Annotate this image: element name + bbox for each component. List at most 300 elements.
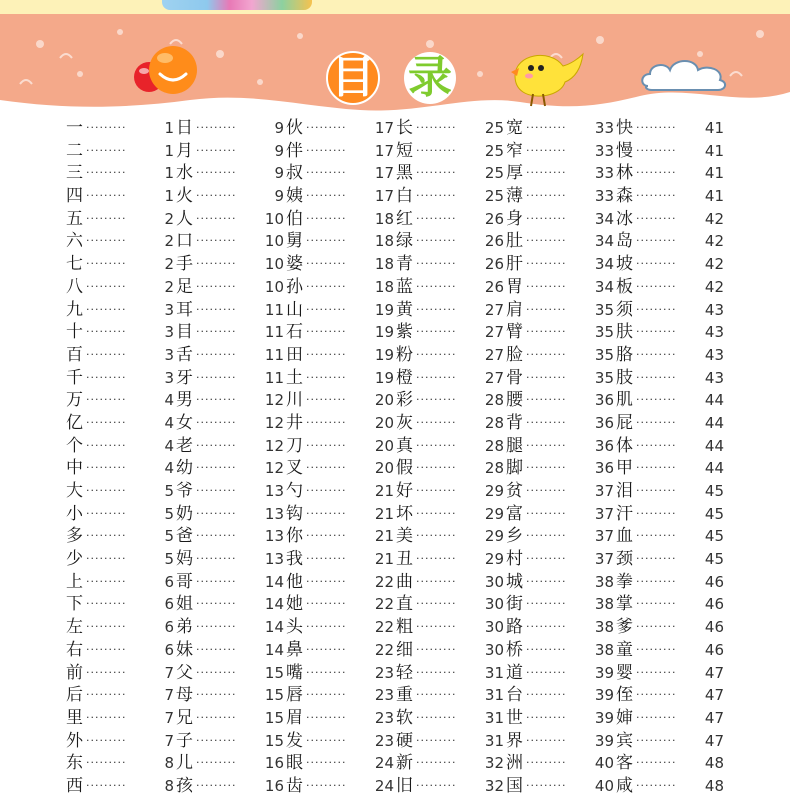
toc-entry[interactable] [616,230,724,253]
leader-dots: ········· [86,347,127,361]
leader-dots: ········· [306,506,347,520]
leader-dots: ········· [86,688,127,702]
entry-char: 口 [176,231,193,252]
toc-entry[interactable] [286,548,394,571]
toc-entry[interactable] [396,593,504,616]
toc-entry[interactable] [286,480,394,503]
toc-entry[interactable] [506,208,614,231]
toc-entry[interactable] [176,253,284,276]
leader-dots: ········· [416,733,457,747]
toc-entry[interactable] [286,162,394,185]
toc-entry[interactable] [66,367,174,390]
toc-entry[interactable] [176,525,284,548]
entry-char: 右 [66,639,83,660]
leader-dots: ········· [86,506,127,520]
entry-char: 叉 [286,458,303,479]
toc-entry[interactable] [176,457,284,480]
toc-entry[interactable] [176,775,284,798]
toc-entry[interactable] [506,412,614,435]
toc-entry[interactable] [396,230,504,253]
leader-dots: ········· [526,688,567,702]
entry-page-number: 42 [704,232,724,251]
entry-page-number: 10 [264,255,284,274]
entry-page-number: 15 [264,663,284,682]
toc-entry[interactable] [66,253,174,276]
toc-entry[interactable] [66,684,174,707]
entry-page-number: 17 [374,119,394,137]
toc-entry[interactable] [616,616,724,639]
entry-char: 须 [616,299,633,320]
toc-entry[interactable] [616,299,724,322]
leader-dots: ········· [636,189,677,203]
toc-entry[interactable] [506,367,614,390]
leader-dots: ········· [86,665,127,679]
leader-dots: ········· [86,484,127,497]
entry-char: 四 [66,186,83,207]
toc-entry[interactable] [66,503,174,526]
entry-page-number: 38 [594,640,614,659]
toc-entry[interactable] [616,321,724,344]
entry-char: 好 [396,481,413,501]
entry-page-number: 4 [164,391,174,410]
toc-entry[interactable] [176,389,284,412]
toc-entry[interactable] [396,253,504,276]
toc-entry[interactable] [286,208,394,231]
toc-entry[interactable] [396,299,504,322]
toc-entry[interactable] [506,730,614,753]
toc-entry[interactable] [506,117,614,140]
entry-char: 妈 [176,549,193,570]
toc-entry[interactable] [396,140,504,163]
entry-char: 弟 [176,617,193,638]
toc-entry[interactable] [616,162,724,185]
toc-entry[interactable] [176,752,284,775]
entry-page-number: 48 [704,776,724,795]
toc-entry[interactable] [176,684,284,707]
leader-dots: ········· [86,552,127,566]
toc-entry[interactable] [616,593,724,616]
leader-dots: ········· [636,234,677,248]
toc-entry[interactable] [616,140,724,163]
toc-entry[interactable] [616,367,724,390]
toc-entry[interactable] [286,684,394,707]
toc-entry[interactable] [506,457,614,480]
cloud-icon [638,54,730,94]
entry-char: 钩 [286,503,303,524]
toc-entry[interactable] [66,162,174,185]
toc-entry[interactable] [66,208,174,231]
toc-entry[interactable] [286,344,394,367]
entry-char: 火 [176,186,193,207]
toc-entry[interactable] [176,321,284,344]
leader-dots: ········· [636,733,677,747]
toc-entry[interactable] [616,457,724,480]
toc-entry[interactable] [506,616,614,639]
toc-entry[interactable] [506,525,614,548]
toc-column [286,117,394,798]
entry-char: 脚 [506,458,523,479]
entry-char: 姐 [176,594,193,615]
entry-char: 舅 [286,231,303,252]
toc-entry[interactable] [396,616,504,639]
entry-page-number: 27 [484,368,504,387]
toc-entry[interactable] [176,639,284,662]
toc-entry[interactable] [66,775,174,798]
leader-dots: ········· [526,415,567,429]
entry-page-number: 31 [484,663,504,682]
entry-page-number: 43 [704,323,724,342]
toc-entry[interactable] [506,571,614,594]
title-char-2: 录 [408,52,452,103]
toc-entry[interactable] [396,185,504,208]
toc-entry[interactable] [396,457,504,480]
toc-entry[interactable] [66,593,174,616]
toc-entry[interactable] [506,752,614,775]
toc-entry[interactable] [286,140,394,163]
leader-dots: ········· [196,574,237,588]
toc-entry[interactable] [286,503,394,526]
entry-page-number: 47 [704,686,724,705]
toc-entry[interactable] [176,571,284,594]
entry-page-number: 21 [374,482,394,500]
toc-entry[interactable] [396,503,504,526]
toc-entry[interactable] [616,344,724,367]
entry-page-number: 46 [704,618,724,637]
entry-char: 目 [176,322,193,343]
entry-char: 婴 [616,662,633,683]
leader-dots: ········· [526,438,567,452]
toc-entry[interactable] [176,299,284,322]
toc-entry[interactable] [616,503,724,526]
leader-dots: ········· [86,529,127,543]
entry-char: 姨 [286,186,303,207]
toc-entry[interactable] [176,593,284,616]
toc-entry[interactable] [286,367,394,390]
toc-entry[interactable] [286,276,394,299]
toc-entry[interactable] [66,571,174,594]
entry-char: 鼻 [286,639,303,660]
toc-entry[interactable] [286,230,394,253]
toc-entry[interactable] [506,684,614,707]
entry-page-number: 25 [484,187,504,206]
entry-page-number: 28 [484,413,504,432]
entry-char: 肢 [616,367,633,388]
leader-dots: ········· [196,234,237,248]
toc-entry[interactable] [396,730,504,753]
toc-entry[interactable] [286,616,394,639]
entry-page-number: 28 [484,436,504,455]
toc-entry[interactable] [66,412,174,435]
entry-char: 肚 [506,231,523,252]
toc-entry[interactable] [66,616,174,639]
entry-char: 界 [506,730,523,751]
entry-page-number: 7 [164,731,174,750]
leader-dots: ········· [86,302,127,316]
toc-entry[interactable] [616,208,724,231]
toc-entry[interactable] [286,185,394,208]
toc-entry[interactable] [176,230,284,253]
toc-entry[interactable] [616,730,724,753]
toc-entry[interactable] [506,140,614,163]
entry-char: 快 [616,118,633,138]
entry-page-number: 2 [164,277,174,296]
toc-entry[interactable] [176,140,284,163]
toc-entry[interactable] [66,140,174,163]
toc-entry[interactable] [506,639,614,662]
toc-entry[interactable] [616,662,724,685]
toc-entry[interactable] [286,571,394,594]
entry-page-number: 10 [264,232,284,251]
toc-entry[interactable] [66,435,174,458]
entry-char: 伙 [286,118,303,138]
toc-entry[interactable] [506,548,614,571]
leader-dots: ········· [526,574,567,588]
toc-entry[interactable] [506,503,614,526]
entry-page-number: 17 [374,141,394,160]
toc-entry[interactable] [286,321,394,344]
toc-entry[interactable] [396,321,504,344]
entry-page-number: 35 [594,345,614,364]
toc-entry[interactable] [616,185,724,208]
toc-entry[interactable] [396,548,504,571]
toc-entry[interactable] [176,662,284,685]
toc-entry[interactable] [176,117,284,140]
toc-entry[interactable] [506,299,614,322]
toc-entry[interactable] [66,707,174,730]
toc-entry[interactable] [66,480,174,503]
entry-char: 背 [506,412,523,433]
toc-entry[interactable] [396,752,504,775]
entry-page-number: 44 [704,459,724,478]
toc-entry[interactable] [396,117,504,140]
entry-char: 婆 [286,254,303,275]
leader-dots: ········· [86,438,127,452]
toc-entry[interactable] [616,548,724,571]
toc-entry[interactable] [286,117,394,140]
toc-entry[interactable] [66,389,174,412]
toc-entry[interactable] [286,707,394,730]
toc-entry[interactable] [286,775,394,798]
toc-entry[interactable] [616,525,724,548]
entry-page-number: 16 [264,754,284,773]
toc-entry[interactable] [616,639,724,662]
entry-char: 月 [176,140,193,161]
toc-entry[interactable] [396,435,504,458]
toc-entry[interactable] [66,230,174,253]
toc-entry[interactable] [286,752,394,775]
toc-entry[interactable] [176,276,284,299]
toc-entry[interactable] [176,548,284,571]
toc-entry[interactable] [616,435,724,458]
toc-entry[interactable] [176,185,284,208]
toc-entry[interactable] [396,662,504,685]
toc-entry[interactable] [66,752,174,775]
toc-entry[interactable] [616,276,724,299]
toc-entry[interactable] [286,253,394,276]
entry-char: 耳 [176,299,193,320]
leader-dots: ········· [416,302,457,316]
toc-entry[interactable] [66,662,174,685]
toc-entry[interactable] [286,639,394,662]
toc-entry[interactable] [66,185,174,208]
toc-entry[interactable] [506,185,614,208]
toc-entry[interactable] [616,480,724,503]
entry-char: 他 [286,571,303,592]
toc-entry[interactable] [616,775,724,798]
toc-entry[interactable] [396,412,504,435]
entry-page-number: 37 [594,527,614,546]
toc-entry[interactable] [286,662,394,685]
toc-entry[interactable] [286,525,394,548]
leader-dots: ········· [526,257,567,271]
toc-entry[interactable] [176,435,284,458]
toc-entry[interactable] [176,412,284,435]
toc-entry[interactable] [506,276,614,299]
entry-char: 坡 [616,254,633,275]
toc-entry[interactable] [66,344,174,367]
entry-page-number: 14 [264,618,284,637]
entry-page-number: 47 [704,731,724,750]
toc-entry[interactable] [66,457,174,480]
toc-entry[interactable] [176,208,284,231]
toc-entry[interactable] [176,344,284,367]
entry-page-number: 36 [594,459,614,478]
toc-entry[interactable] [616,253,724,276]
toc-entry[interactable] [506,480,614,503]
toc-entry[interactable] [616,389,724,412]
toc-entry[interactable] [396,344,504,367]
toc-entry[interactable] [66,321,174,344]
toc-entry[interactable] [506,253,614,276]
leader-dots: ········· [196,756,237,770]
toc-entry[interactable] [396,480,504,503]
toc-entry[interactable] [396,639,504,662]
entry-page-number: 38 [594,595,614,614]
entry-char: 日 [176,118,193,138]
toc-entry[interactable] [66,639,174,662]
leader-dots: ········· [86,710,127,724]
toc-entry[interactable] [176,503,284,526]
toc-entry[interactable] [176,730,284,753]
toc-entry[interactable] [286,389,394,412]
entry-page-number: 19 [374,300,394,319]
toc-entry[interactable] [396,571,504,594]
entry-page-number: 26 [484,255,504,274]
toc-entry[interactable] [66,525,174,548]
toc-entry[interactable] [506,435,614,458]
toc-entry[interactable] [616,707,724,730]
entry-char: 老 [176,435,193,456]
toc-entry[interactable] [506,389,614,412]
entry-char: 粉 [396,344,413,365]
toc-entry[interactable] [616,684,724,707]
toc-entry[interactable] [506,321,614,344]
leader-dots: ········· [306,733,347,747]
leader-dots: ········· [306,552,347,566]
toc-entry[interactable] [286,593,394,616]
entry-page-number: 25 [484,119,504,137]
toc-entry[interactable] [616,412,724,435]
leader-dots: ········· [526,733,567,747]
toc-entry[interactable] [66,548,174,571]
toc-entry[interactable] [396,162,504,185]
entry-page-number: 45 [704,550,724,569]
entry-char: 兄 [176,707,193,728]
toc-entry[interactable] [286,412,394,435]
toc-entry[interactable] [616,752,724,775]
entry-page-number: 12 [264,413,284,432]
leader-dots: ········· [86,415,127,429]
leader-dots: ········· [526,778,567,792]
entry-page-number: 30 [484,595,504,614]
entry-page-number: 9 [274,187,284,206]
toc-entry[interactable] [176,707,284,730]
toc-entry[interactable] [396,208,504,231]
toc-entry[interactable] [286,299,394,322]
toc-entry[interactable] [176,162,284,185]
leader-dots: ········· [636,756,677,770]
entry-char: 蓝 [396,276,413,297]
toc-entry[interactable] [66,276,174,299]
toc-entry[interactable] [506,344,614,367]
toc-entry[interactable] [506,230,614,253]
entry-char: 眉 [286,707,303,728]
toc-entry[interactable] [66,730,174,753]
toc-entry[interactable] [396,525,504,548]
toc-entry[interactable] [396,707,504,730]
toc-entry[interactable] [396,775,504,798]
entry-page-number: 39 [594,686,614,705]
leader-dots: ········· [636,325,677,339]
leader-dots: ········· [196,279,237,293]
toc-entry[interactable] [66,117,174,140]
entry-char: 八 [66,276,83,297]
toc-entry[interactable] [396,684,504,707]
toc-entry[interactable] [66,299,174,322]
entry-char: 红 [396,208,413,229]
toc-entry[interactable] [396,276,504,299]
entry-page-number: 41 [704,187,724,206]
toc-entry[interactable] [506,662,614,685]
leader-dots: ········· [86,325,127,339]
entry-char: 身 [506,208,523,229]
toc-entry[interactable] [176,616,284,639]
toc-entry[interactable] [506,707,614,730]
toc-entry[interactable] [616,571,724,594]
entry-page-number: 31 [484,731,504,750]
toc-entry[interactable] [506,775,614,798]
entry-char: 橙 [396,367,413,388]
entry-page-number: 36 [594,391,614,410]
entry-page-number: 41 [704,119,724,137]
leader-dots: ········· [416,688,457,702]
entry-char: 彩 [396,390,413,411]
toc-entry[interactable] [286,730,394,753]
toc-entry[interactable] [396,389,504,412]
leader-dots: ········· [416,211,457,225]
toc-entry[interactable] [176,367,284,390]
toc-entry[interactable] [616,117,724,140]
toc-entry[interactable] [396,367,504,390]
toc-entry[interactable] [176,480,284,503]
toc-entry[interactable] [506,593,614,616]
toc-entry[interactable] [286,457,394,480]
toc-entry[interactable] [506,162,614,185]
leader-dots: ········· [196,415,237,429]
toc-entry[interactable] [286,435,394,458]
entry-char: 灰 [396,412,413,433]
entry-page-number: 33 [594,141,614,160]
